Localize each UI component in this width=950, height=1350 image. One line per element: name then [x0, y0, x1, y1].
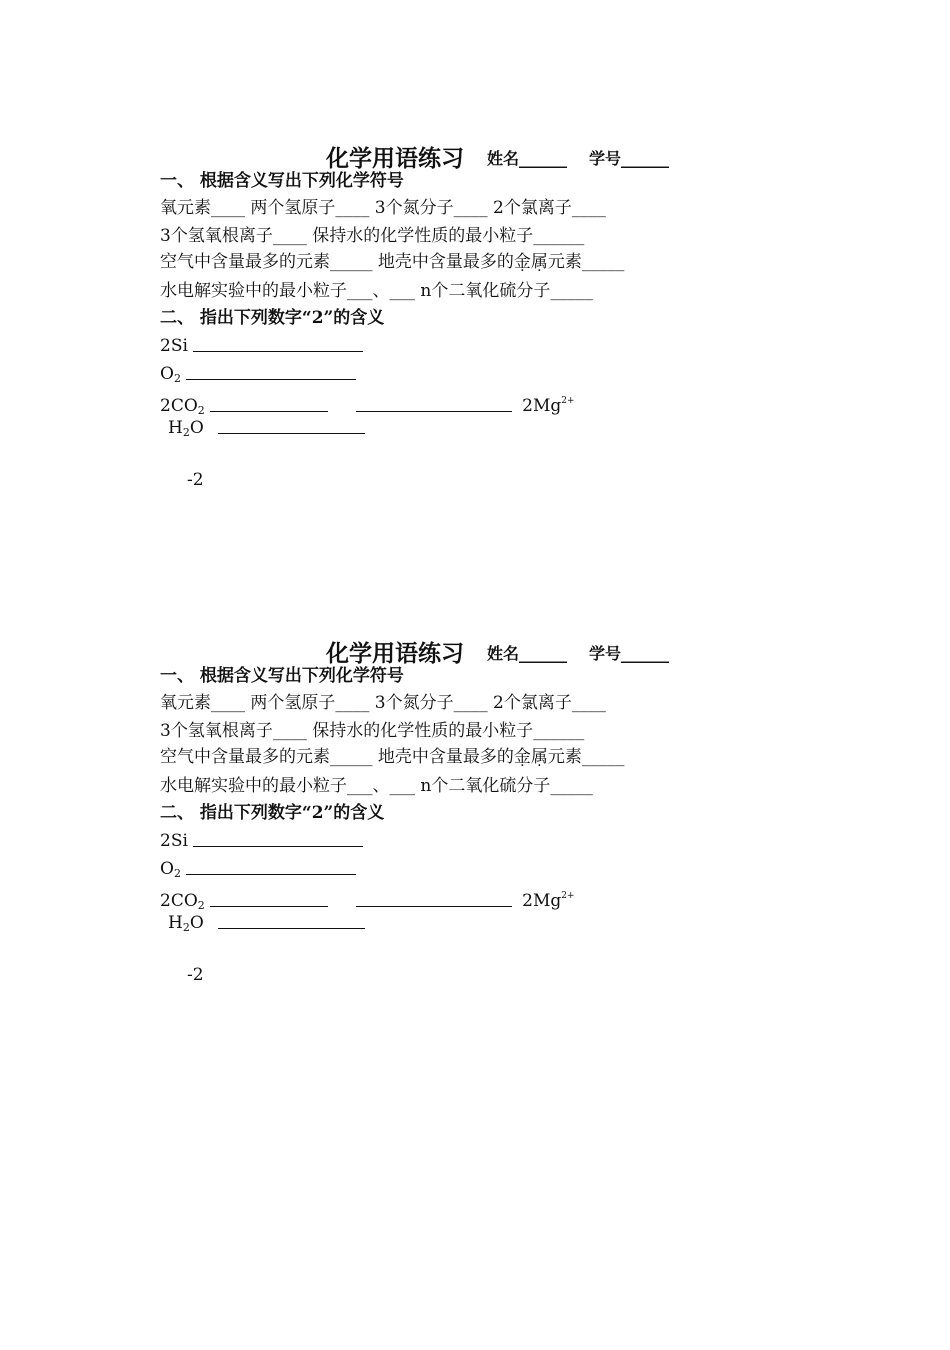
emphasis-char-1: 金 [513, 747, 531, 767]
student-id-field [589, 146, 669, 169]
line-3-text-after: 元素_____ [547, 252, 625, 272]
section-1-heading: 一、 根据含义写出下列化学符号 [160, 666, 404, 686]
emphasis-char-2: 属 [530, 747, 548, 767]
student-id-blank[interactable]: ______ [621, 149, 670, 168]
answer-blank[interactable] [356, 890, 512, 907]
student-id-label: 学号 [589, 149, 622, 168]
formula-2co2: $2CO_2$ [160, 396, 205, 417]
formula-o2: $O_2$ [160, 859, 181, 880]
item-2si [160, 830, 363, 852]
section-2-heading: 二、 指出下列数字“2”的含义 [160, 803, 385, 823]
formula-2mg2plus: $2Mg^{2+}$ [522, 891, 575, 911]
section-2-heading: 二、 指出下列数字“2”的含义 [160, 308, 385, 328]
emphasis-char-2: 属 [530, 252, 548, 272]
answer-blank[interactable] [356, 395, 512, 412]
section-1-line-3 [160, 251, 624, 273]
student-id-field [589, 641, 669, 664]
name-field [487, 146, 567, 169]
section-1-line-4: 水电解实验中的最小粒子___、___ n个二氧化硫分子_____ [160, 281, 593, 301]
item-o2 [160, 858, 356, 885]
item-h2o [168, 417, 365, 444]
formula-2mg2plus: $2Mg^{2+}$ [522, 396, 575, 416]
section-1-heading: 一、 根据含义写出下列化学符号 [160, 171, 404, 191]
student-id-blank[interactable]: ______ [621, 644, 670, 663]
item-h2o [168, 912, 365, 939]
answer-blank[interactable] [210, 395, 328, 412]
worksheet-title: 化学用语练习 [326, 145, 464, 172]
name-blank[interactable]: ______ [519, 644, 568, 663]
line-3-text-before: 空气中含量最多的元素_____ 地壳中含量最多的 [160, 252, 514, 272]
formula-h2o: $H_2O$ [168, 418, 204, 439]
formula-h2o: $H_2O$ [168, 913, 204, 934]
worksheet-top [0, 138, 950, 633]
formula-2si: 2Si [160, 336, 188, 356]
item-o2 [160, 363, 356, 390]
line-3-text-after: 元素_____ [547, 747, 625, 767]
section-1-line-4: 水电解实验中的最小粒子___、___ n个二氧化硫分子_____ [160, 776, 593, 796]
name-field [487, 641, 567, 664]
name-blank[interactable]: ______ [519, 149, 568, 168]
emphasis-char-1: 金 [513, 252, 531, 272]
answer-blank[interactable] [218, 417, 365, 434]
line-3-text-before: 空气中含量最多的元素_____ 地壳中含量最多的 [160, 747, 514, 767]
answer-blank[interactable] [210, 890, 328, 907]
valence-label: -2 [187, 470, 204, 490]
formula-2si: 2Si [160, 831, 188, 851]
name-label: 姓名 [487, 644, 520, 663]
answer-blank[interactable] [193, 335, 363, 352]
section-1-line-1: 氧元素____ 两个氢原子____ 3个氮分子____ 2个氯离子____ [160, 198, 606, 218]
formula-2co2: $2CO_2$ [160, 891, 205, 912]
section-1-line-3 [160, 746, 624, 768]
student-id-label: 学号 [589, 644, 622, 663]
answer-blank[interactable] [193, 830, 363, 847]
item-2si [160, 335, 363, 357]
worksheet-title: 化学用语练习 [326, 640, 464, 667]
answer-blank[interactable] [218, 912, 365, 929]
valence-label: -2 [187, 965, 204, 985]
worksheet-bottom [0, 633, 950, 1128]
section-1-line-2: 3个氢氧根离子____ 保持水的化学性质的最小粒子______ [160, 721, 585, 741]
section-1-line-2: 3个氢氧根离子____ 保持水的化学性质的最小粒子______ [160, 226, 585, 246]
section-1-line-1: 氧元素____ 两个氢原子____ 3个氮分子____ 2个氯离子____ [160, 693, 606, 713]
answer-blank[interactable] [186, 858, 356, 875]
formula-o2: $O_2$ [160, 364, 181, 385]
name-label: 姓名 [487, 149, 520, 168]
answer-blank[interactable] [186, 363, 356, 380]
